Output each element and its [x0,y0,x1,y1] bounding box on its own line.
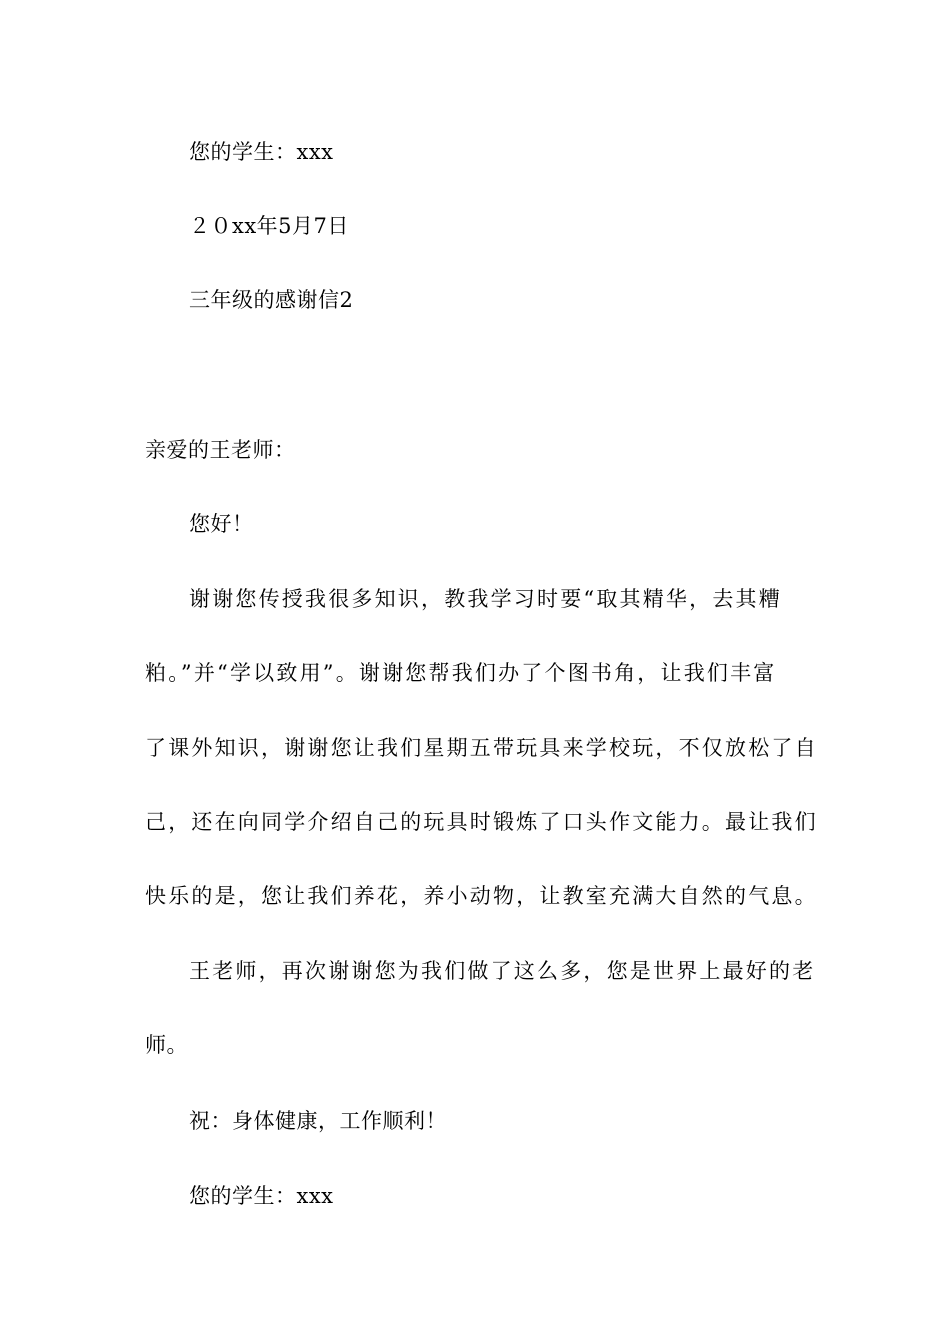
body-line: 谢谢您传授我很多知识，教我学习时要“取其精华，去其糟 [189,587,782,611]
closing-line: 王老师，再次谢谢您为我们做了这么多，您是世界上最好的老 [189,959,816,983]
bottom-signature: 您的学生：xxx [189,1184,334,1208]
body-line: 快乐的是，您让我们养花，养小动物，让教室充满大自然的气息。 [145,884,818,908]
wish-line: 祝：身体健康，工作顺利！ [189,1109,447,1133]
salutation: 亲爱的王老师： [145,438,296,462]
body-line: 了课外知识，谢谢您让我们星期五带玩具来学校玩，不仅放松了自 [145,736,818,760]
letter-title: 三年级的感谢信2 [189,288,354,312]
body-line: 粕。”并“学以致用”。谢谢您帮我们办了个图书角，让我们丰富 [145,661,777,685]
top-date: ２０xx年5月7日 [189,214,349,238]
top-signature: 您的学生：xxx [189,140,334,164]
closing-line: 师。 [145,1033,188,1057]
greeting: 您好！ [189,512,254,536]
body-line: 己，还在向同学介绍自己的玩具时锻炼了口头作文能力。最让我们 [145,810,818,834]
